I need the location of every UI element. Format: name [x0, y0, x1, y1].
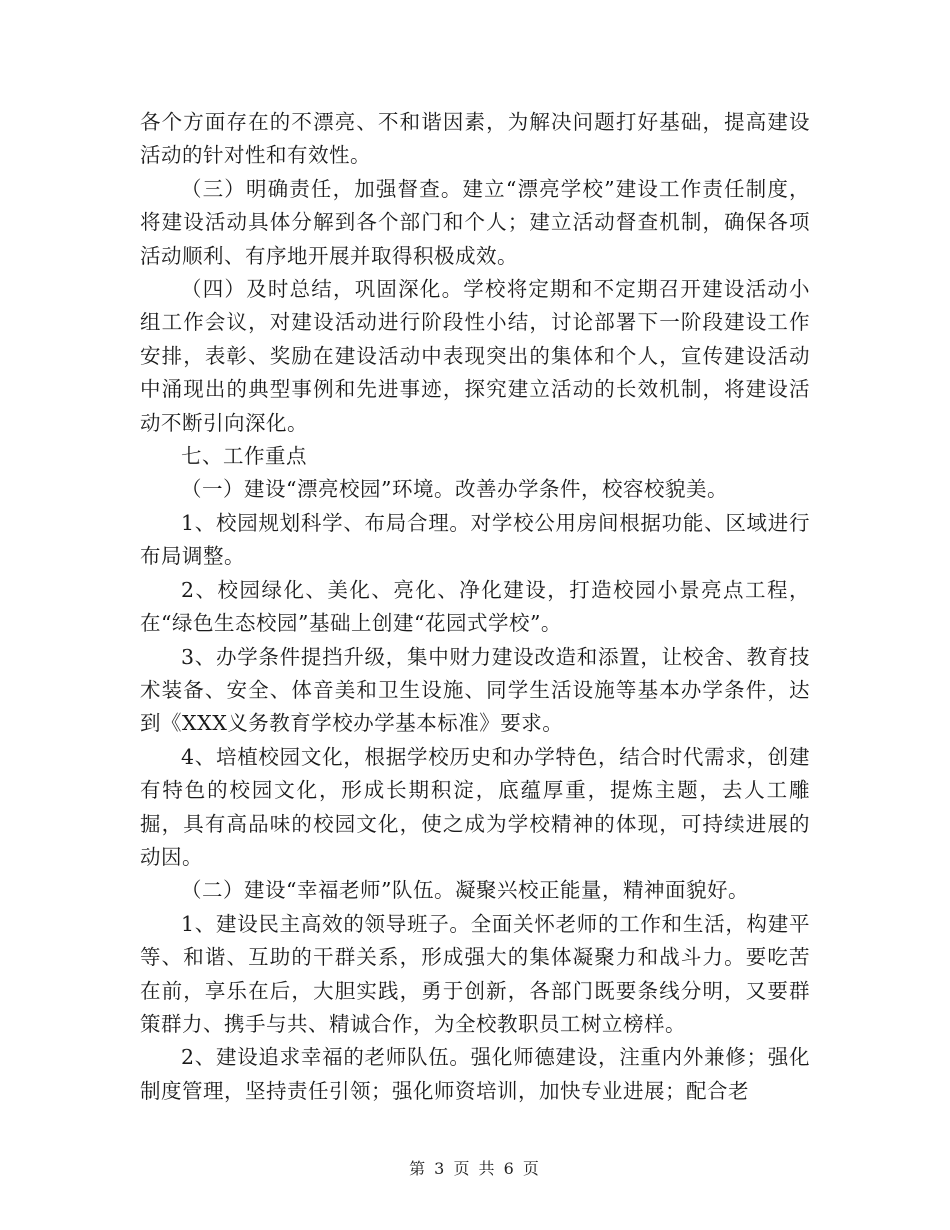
list-item: 3、办学条件提挡升级，集中财力建设改造和添置，让校舍、教育技术装备、安全、体音美和卫生设施、同学生活设施等基本办学条件，达到《XXX义务教育学校办学基本标准》要求。	[140, 644, 810, 736]
document-body	[140, 106, 810, 1108]
paragraph: （三）明确责任，加强督查。建立“漂亮学校”建设工作责任制度，将建设活动具体分解到各个部门和个人；建立活动督查机制，确保各项活动顺利、有序地开展并取得积极成效。	[140, 176, 810, 268]
paragraph: （四）及时总结，巩固深化。学校将定期和不定期召开建设活动小组工作会议，对建设活动进行阶段性小结，讨论部署下一阶段建设工作安排，表彰、奖励在建设活动中表现突出的集体和个人，宣传建设活动中涌现出的典型事例和先进事迹，探究建立活动的长效机制，将建设活动不断引向深化。	[140, 277, 810, 435]
list-item: 1、建设民主高效的领导班子。全面关怀老师的工作和生活，构建平等、和谐、互助的干群关系，形成强大的集体凝聚力和战斗力。要吃苦在前，享乐在后，大胆实践，勇于创新，各部门既要条线分明，又要群策群力、携手与共、精诚合作，为全校教职员工树立榜样。	[140, 911, 810, 1036]
list-item: 2、建设追求幸福的老师队伍。强化师德建设，注重内外兼修；强化制度管理，坚持责任引领；强化师资培训，加快专业进展；配合老	[140, 1045, 810, 1103]
paragraph: 各个方面存在的不漂亮、不和谐因素，为解决问题打好基础，提高建设活动的针对性和有效性。	[140, 110, 810, 168]
list-item: 2、校园绿化、美化、亮化、净化建设，打造校园小景亮点工程，在“绿色生态校园”基础上创建“花园式学校”。	[140, 577, 810, 636]
page-number-footer: 第 3 页 共 6 页	[409, 1159, 541, 1178]
list-item: 4、培植校园文化，根据学校历史和办学特色，结合时代需求，创建有特色的校园文化，形成长期积淀，底蕴厚重，提炼主题，去人工雕掘，具有高品味的校园文化，使之成为学校精神的体现，可持续进展的动因。	[140, 744, 810, 869]
subsection-heading: （一）建设“漂亮校园”环境。改善办学条件，校容校貌美。	[181, 477, 728, 502]
subsection-heading: （二）建设“幸福老师”队伍。凝聚兴校正能量，精神面貌好。	[181, 878, 749, 903]
list-item: 1、校园规划科学、布局合理。对学校公用房间根据功能、区域进行布局调整。	[140, 510, 810, 569]
section-heading: 七、工作重点	[181, 444, 307, 469]
